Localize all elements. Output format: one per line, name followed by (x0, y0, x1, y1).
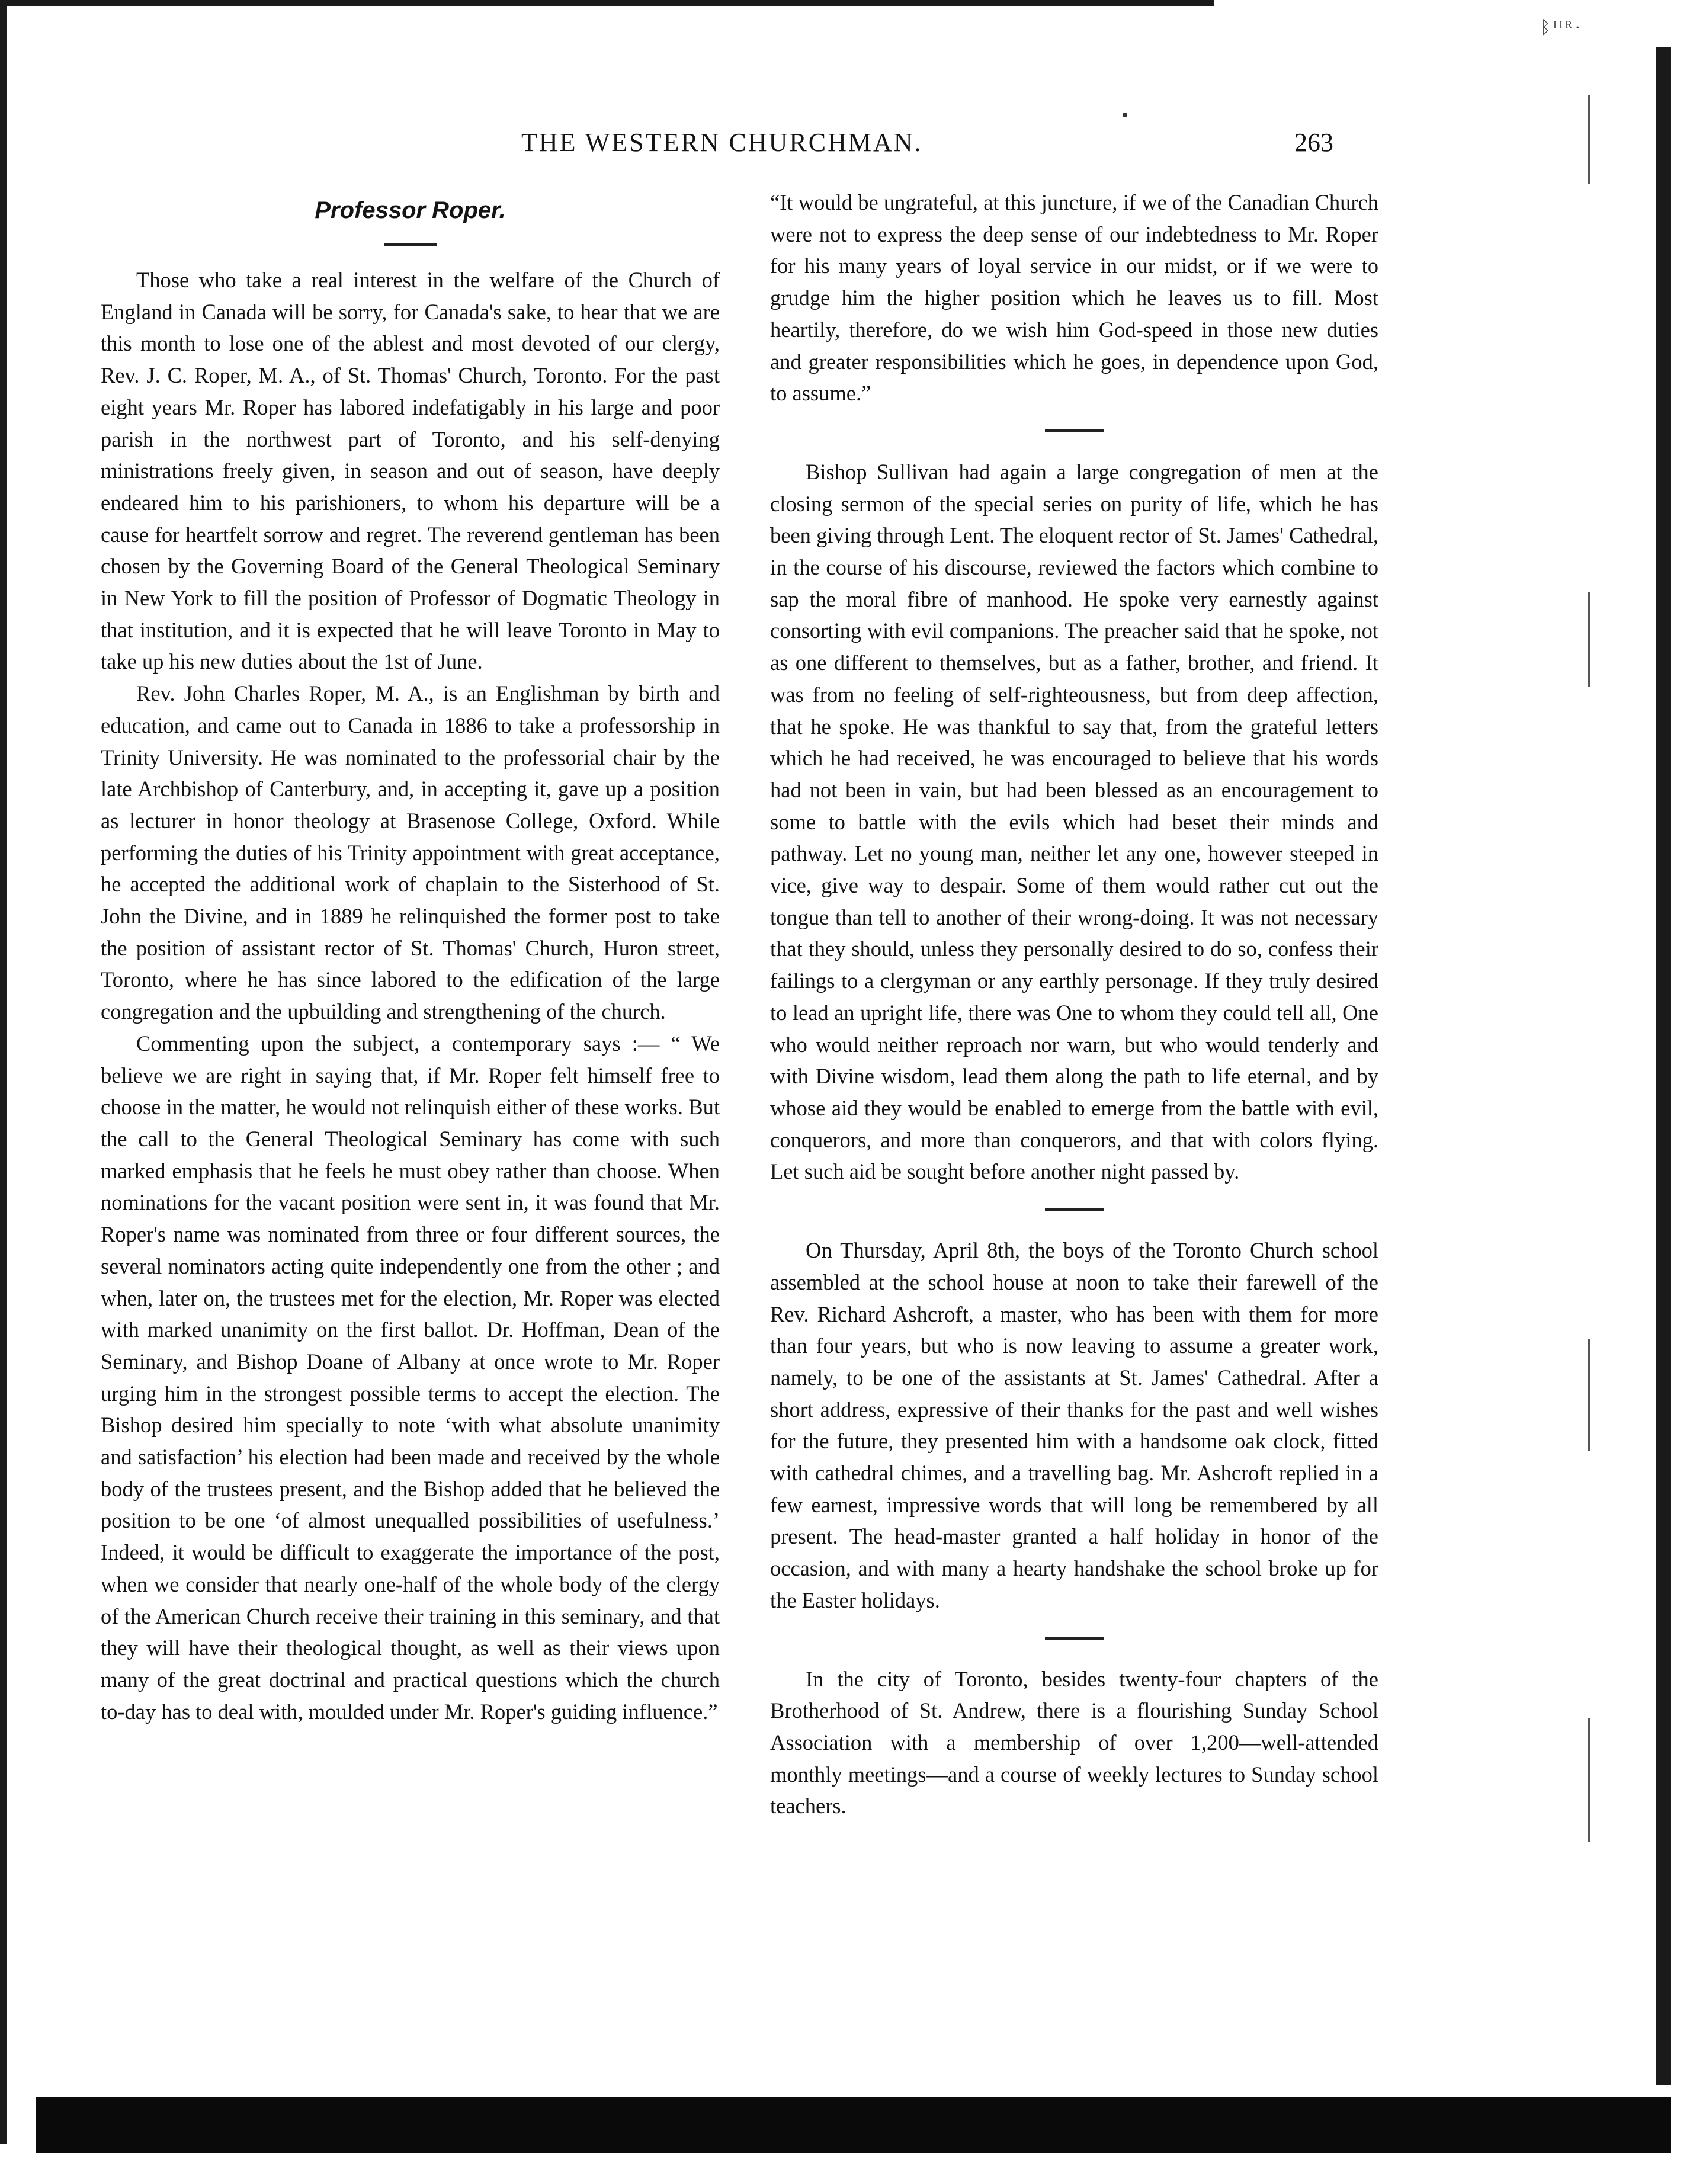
corner-mark: ᛒᴵᴵᴿ· (1540, 18, 1583, 37)
news-item: In the city of Toronto, besides twenty-four chapters of the Brotherhood of St. Andrew, there is a flourishing Sunday School Association with a membership of over 1,200—well-attended monthly meetings—and a course of weekly lectures to Sunday school teachers. (770, 1666, 1378, 1819)
article-paragraph: Those who take a real interest in the welfare of the Church of England in Canada will be sorry, for Canada's sake, to hear that we are this month to lose one of the ablest and most devoted of our clergy, Rev. J. C. Roper, M. A., of St. Thomas' Church, Toronto. For the past eight years Mr. Roper has labored indefatigably in his large and poor parish in the northwest part of Toronto, and his self-denying ministrations freely given, in season and out of season, have deeply endeared him to his parishioners, to whom his departure will be a cause for heartfelt sorrow and regret. The reverend gentleman has been chosen by the Governing Board of the General Theological Seminary in New York to fill the position of Professor of Dogmatic Theology in that institution, and it is expected that he will leave Toronto in May to take up his new duties about the 1st of June. (101, 268, 720, 674)
margin-tick (1588, 592, 1590, 687)
running-head: THE WESTERN CHURCHMAN. (521, 128, 923, 157)
page-number: 263 (1294, 128, 1333, 157)
title-rule (384, 243, 437, 246)
section-rule (1045, 429, 1104, 432)
article-paragraph: “It would be ungrateful, at this juncture, if we of the Canadian Church were not to express the deep sense of our indebtedness to Mr. Roper for his many years of loyal service in our midst, or if we were to grudge him the higher position which he leaves us to fill. Most heartily, therefore, do we wish him God-speed in those new duties and greater responsibilities which he goes, in dependence upon God, to assume.” (770, 190, 1378, 406)
section-rule (1045, 1637, 1104, 1640)
page-edge-right (1656, 47, 1671, 2085)
margin-tick (1588, 95, 1590, 184)
article-title: Professor Roper. (315, 197, 506, 223)
article-paragraph: Commenting upon the subject, a contemporary says :— “ We believe we are right in saying that, if Mr. Roper felt himself free to choose in the matter, he would not relinquish either of these works. But the call to the General Theological Seminary has come with such marked emphasis that he feels he must obey rather than choose. When nominations for the vacant position were sent in, it was found that Mr. Roper's name was nominated from three or four different sources, the several nominators acting quite independently one from the other ; and when, later on, the trustees met for the election, Mr. Roper was elected with marked unanimity on the first ballot. Dr. Hoffman, Dean of the Seminary, and Bishop Doane of Albany at once wrote to Mr. Roper urging him in the strongest possible terms to accept the election. The Bishop desired him specially to note ‘with what absolute unanimity and satisfaction’ his election had been made and received by the whole body of the trustees present, and the Bishop added that he believed the position to be one ‘of almost unequalled possibilities of usefulness.’ Indeed, it would be difficult to exaggerate the importance of the post, when we consider that nearly one-half of the whole body of the clergy of the American Church receive their training in this seminary, and that they will have their theological thought, as well as their views upon many of the great doctrinal and practical questions which the church to-day has to deal with, moulded under Mr. Roper's guiding influence.” (101, 1031, 720, 1724)
ink-speck (1123, 113, 1127, 117)
page-edge-top (0, 0, 1214, 6)
page-edge-left (0, 0, 7, 2144)
news-item: On Thursday, April 8th, the boys of the Toronto Church school assembled at the school house at noon to take their farewell of the Rev. Richard Ashcroft, a master, who has been with them for more than four years, but who is now leaving to assume a greater work, namely, to be one of the assistants at St. James' Cathedral. After a short address, expressive of their thanks for the past and well wishes for the future, they presented him with a handsome oak clock, fitted with cathedral chimes, and a travelling bag. Mr. Ashcroft replied in a few earnest, impressive words that will long be remembered by all present. The head-master granted a half holiday in honor of the occasion, and with many a hearty handshake the school broke up for the Easter holidays. (770, 1238, 1378, 1612)
news-item: Bishop Sullivan had again a large congregation of men at the closing sermon of the special series on purity of life, which he has been giving through Lent. The eloquent rector of St. James' Cathedral, in the course of his discourse, reviewed the factors which combine to sap the moral fibre of manhood. He spoke very earnestly against consorting with evil companions. The preacher said that he spoke, not as one different to themselves, but as a father, brother, and friend. It was from no feeling of self-righteousness, but from deep affection, that he spoke. He was thankful to say that, from the grateful letters which he had received, he was encouraged to believe that his words had not been in vain, but had been blessed as an encouragement to some to battle with the evils which had beset their minds and pathway. Let no young man, neither let any one, however steeped in vice, give way to despair. Some of them would rather cut out the tongue than tell to another of their wrong-doing. It was not necessary that they should, unless they personally desired to do so, confess their failings to a clergyman or any earthly personage. If they truly desired to lead an upright life, there was One to whom they could tell all, One who would neither reproach nor warn, but who would tenderly and with Divine wisdom, lead them along the path to life eternal, and by whose aid they would be enabled to emerge from the battle with evil, conquerors, and more than conquerors, and that with colors flying. Let such aid be sought before another night passed by. (770, 459, 1378, 1184)
article-paragraph: Rev. John Charles Roper, M. A., is an Englishman by birth and education, and came out to Canada in 1886 to take a professorship in Trinity University. He was nominated to the professorial chair by the late Archbishop of Canterbury, and, in accepting it, gave up a position as lecturer in honor theology at Brasenose College, Oxford. While performing the duties of his Trinity appointment with great acceptance, he accepted the additional work of chaplain to the Sisterhood of St. John the Divine, and in 1889 he relinquished the former post to take the position of assistant rector of St. Thomas' Church, Huron street, Toronto, where he has since labored to the edification of the large congregation and the upbuilding and strengthening of the church. (101, 681, 720, 1024)
margin-tick (1588, 1339, 1590, 1451)
margin-tick (1588, 1718, 1590, 1842)
section-rule (1045, 1208, 1104, 1211)
left-column (101, 187, 720, 1727)
page-edge-bottom (36, 2097, 1671, 2153)
right-column (770, 187, 1378, 1822)
